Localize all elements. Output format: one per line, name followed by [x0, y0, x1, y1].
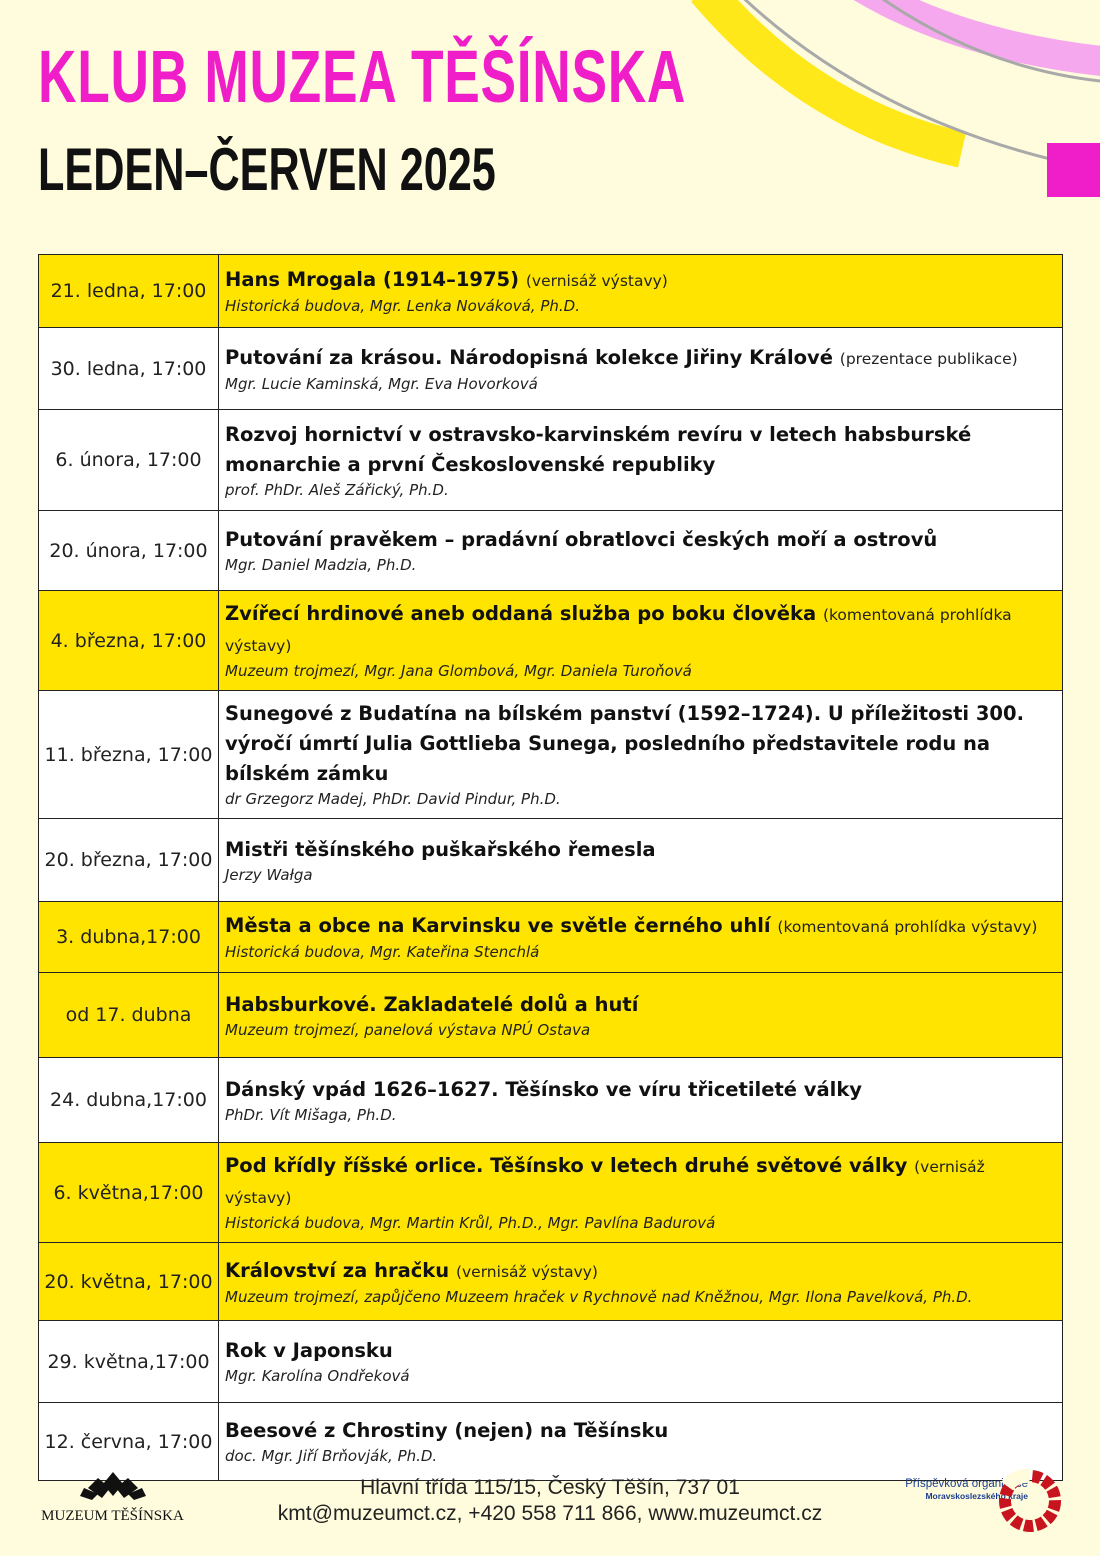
- event-date: 12. června, 17:00: [39, 1403, 219, 1481]
- event-date: 20. února, 17:00: [39, 511, 219, 591]
- page-title: KLUB MUZEA TĚŠÍNSKA: [38, 35, 687, 118]
- event-row: [39, 1143, 1063, 1243]
- event-title-line: [225, 911, 1054, 942]
- event-date: 3. dubna,17:00: [39, 902, 219, 973]
- event-row: [39, 1321, 1063, 1403]
- region-ring-logo-icon: [995, 1466, 1065, 1536]
- event-title: Rozvoj hornictví v ostravsko-karvinském revíru v letech habsburské monarchie a první Československé republiky: [225, 422, 972, 476]
- event-title-line: [225, 343, 1054, 374]
- event-info: [219, 1058, 1063, 1143]
- event-title-line: [225, 525, 1054, 555]
- event-venue-speakers: Mgr. Lucie Kaminská, Mgr. Eva Hovorková: [225, 374, 538, 393]
- event-note: (vernisáž výstavy): [455, 1262, 598, 1281]
- event-row: [39, 511, 1063, 591]
- event-info: [219, 511, 1063, 591]
- event-venue-speakers: prof. PhDr. Aleš Zářický, Ph.D.: [225, 480, 449, 499]
- event-schedule-table: [38, 254, 1063, 1481]
- event-info: [219, 819, 1063, 902]
- event-title-line: [225, 1256, 1054, 1287]
- event-title-line: [225, 990, 1054, 1020]
- event-row: [39, 328, 1063, 410]
- event-date: 20. března, 17:00: [39, 819, 219, 902]
- region-logo-line2: Moravskoslezského kraje: [925, 1491, 1028, 1501]
- event-title-line: [225, 1416, 1054, 1446]
- event-date: 6. května,17:00: [39, 1143, 219, 1243]
- event-date: 21. ledna, 17:00: [39, 255, 219, 328]
- event-title: Habsburkové. Zakladatelé dolů a hutí: [225, 992, 639, 1016]
- event-info: [219, 973, 1063, 1058]
- event-title: Sunegové z Budatína na bílském panství (1592–1724). U příležitosti 300. výročí úmrtí Julia Gottlieba Sunega, posledního představitele rodu na bílském zámku: [225, 702, 1024, 785]
- event-info: [219, 328, 1063, 410]
- event-row: [39, 902, 1063, 973]
- event-venue-speakers: Muzeum trojmezí, zapůjčeno Muzeem hraček v Rychnově nad Kněžnou, Mgr. Ilona Pavelková, Ph.D.: [225, 1287, 973, 1306]
- event-date: 6. února, 17:00: [39, 410, 219, 511]
- event-row: [39, 1058, 1063, 1143]
- event-venue-speakers: Mgr. Daniel Madzia, Ph.D.: [225, 556, 417, 574]
- event-venue-speakers: Historická budova, Mgr. Kateřina Stenchlá: [225, 943, 540, 961]
- event-title: Rok v Japonsku: [225, 1339, 393, 1362]
- event-title: Dánský vpád 1626–1627. Těšínsko ve víru třicetileté války: [225, 1077, 863, 1101]
- event-title: Zvířecí hrdinové aneb oddaná služba po boku člověka: [225, 602, 817, 625]
- event-row: [39, 1243, 1063, 1321]
- event-venue-speakers: Muzeum trojmezí, panelová výstava NPÚ Ostava: [225, 1020, 591, 1039]
- event-info: [219, 1321, 1063, 1403]
- event-info: [219, 902, 1063, 973]
- pink-arc: [850, 0, 1100, 62]
- event-info: [219, 1143, 1063, 1243]
- event-venue-speakers: PhDr. Vít Mišaga, Ph.D.: [225, 1105, 397, 1124]
- event-note: (vernisáž výstavy): [225, 1158, 985, 1207]
- event-title-line: [225, 1075, 1054, 1105]
- event-row: [39, 691, 1063, 819]
- event-venue-speakers: Historická budova, Mgr. Martin Krůl, Ph.D., Mgr. Pavlína Badurová: [225, 1214, 716, 1232]
- event-title-line: [225, 699, 1054, 789]
- event-title: Putování pravěkem – pradávní obratlovci českých moří a ostrovů: [225, 528, 938, 551]
- event-date: 24. dubna,17:00: [39, 1058, 219, 1143]
- event-info: [219, 691, 1063, 819]
- event-title: Pod křídly říšské orlice. Těšínsko v letech druhé světové války: [225, 1154, 908, 1177]
- event-title: Mistři těšínského puškařského řemesla: [225, 837, 656, 861]
- event-row: [39, 255, 1063, 328]
- footer-address: Hlavní třída 115/15, Český Těšín, 737 01: [360, 1476, 740, 1499]
- event-title: Království za hračku: [225, 1258, 450, 1282]
- region-logo: [880, 1466, 1065, 1536]
- event-info: [219, 1243, 1063, 1321]
- event-info: [219, 591, 1063, 691]
- event-note: (prezentace publikace): [839, 349, 1018, 368]
- region-logo-line1: Příspěvková organizace: [905, 1478, 1028, 1490]
- magenta-block: [1047, 143, 1100, 197]
- page-subtitle: LEDEN–ČERVEN 2025: [38, 136, 496, 203]
- event-date: 4. března, 17:00: [39, 591, 219, 691]
- event-title-line: [225, 835, 1054, 865]
- event-title: Města a obce na Karvinsku ve světle černého uhlí: [225, 914, 771, 937]
- event-row: [39, 591, 1063, 691]
- event-date: 30. ledna, 17:00: [39, 328, 219, 410]
- event-info: [219, 410, 1063, 511]
- event-date: 20. května, 17:00: [39, 1243, 219, 1321]
- event-note: (komentovaná prohlídka výstavy): [777, 918, 1038, 936]
- event-title: Putování za krásou. Národopisná kolekce Jiřiny Králové: [225, 345, 833, 369]
- event-venue-speakers: Muzeum trojmezí, Mgr. Jana Glombová, Mgr. Daniela Turoňová: [225, 662, 692, 680]
- event-venue-speakers: Jerzy Wałga: [225, 865, 313, 884]
- event-info: [219, 255, 1063, 328]
- event-title-line: [225, 265, 1054, 296]
- event-note: (vernisáž výstavy): [525, 272, 668, 290]
- event-date: 29. května,17:00: [39, 1321, 219, 1403]
- event-venue-speakers: Mgr. Karolína Ondřeková: [225, 1367, 410, 1385]
- event-venue-speakers: Historická budova, Mgr. Lenka Nováková, Ph.D.: [225, 297, 580, 315]
- event-title-line: [225, 599, 1054, 661]
- footer-contact: kmt@muzeumct.cz, +420 558 711 866, www.muzeumct.cz: [277, 1502, 823, 1525]
- event-venue-speakers: doc. Mgr. Jiří Brňovják, Ph.D.: [225, 1447, 438, 1465]
- event-row: [39, 410, 1063, 511]
- event-venue-speakers: dr Grzegorz Madej, PhDr. David Pindur, Ph.D.: [225, 790, 561, 808]
- event-row: [39, 973, 1063, 1058]
- event-row: [39, 819, 1063, 902]
- museum-logo-text: MUZEUM TĚŠÍNSKA: [41, 1508, 184, 1524]
- event-date: od 17. dubna: [39, 973, 219, 1058]
- event-title-line: [225, 1151, 1054, 1213]
- event-title: Hans Mrogala (1914–1975): [225, 268, 520, 291]
- event-title-line: [225, 1336, 1054, 1366]
- event-title: Beesové z Chrostiny (nejen) na Těšínsku: [225, 1419, 669, 1442]
- event-note: (komentovaná prohlídka výstavy): [225, 606, 1012, 655]
- event-title-line: [225, 420, 1054, 480]
- event-date: 11. března, 17:00: [39, 691, 219, 819]
